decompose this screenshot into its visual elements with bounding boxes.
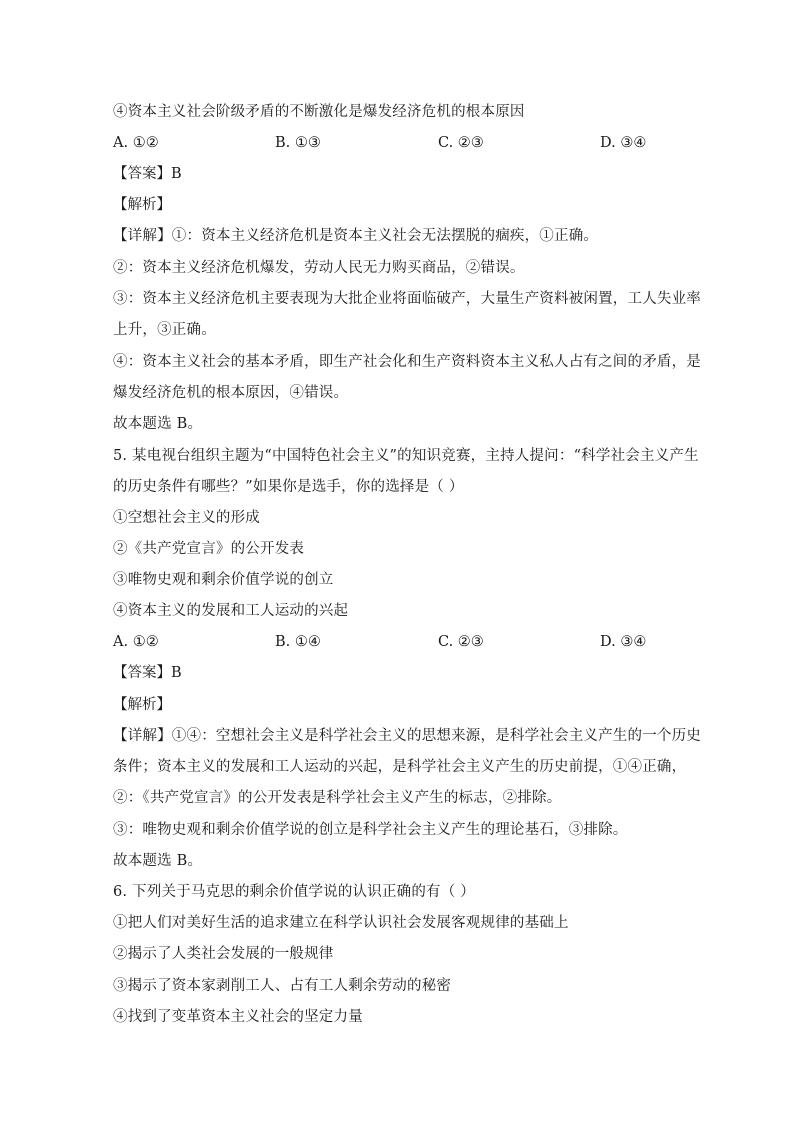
- q4-detail-line: ②：资本主义经济危机爆发，劳动人民无力购买商品，②错误。: [113, 260, 525, 276]
- q5-answer: 【答案】B: [113, 665, 182, 681]
- q4-item-4: ④资本主义社会阶级矛盾的不断激化是爆发经济危机的根本原因: [113, 104, 525, 120]
- q6-item: ①把人们对美好生活的追求建立在科学认识社会发展客观规律的基础上: [113, 915, 569, 931]
- q5-item: ①空想社会主义的形成: [113, 510, 260, 526]
- q4-detail-line: ④：资本主义社会的基本矛盾，即生产社会化和生产资料资本主义私人占有之间的矛盾，是: [113, 354, 701, 370]
- q5-analysis-heading: 【解析】: [113, 697, 171, 713]
- q5-option-c: C. ②③: [438, 634, 484, 650]
- q4-analysis-heading: 【解析】: [113, 197, 171, 213]
- q4-option-a: A. ①②: [113, 135, 159, 151]
- q4-option-d: D. ③④: [600, 135, 647, 151]
- q6-stem: 6. 下列关于马克思的剩余价值学说的认识正确的有（ ）: [113, 884, 475, 900]
- q4-conclusion: 故本题选 B。: [113, 416, 203, 432]
- q5-item: ④资本主义的发展和工人运动的兴起: [113, 603, 349, 619]
- q4-answer: 【答案】B: [113, 166, 182, 182]
- q5-detail-line: 条件；资本主义的发展和工人运动的兴起，是科学社会主义产生的历史前提，①④正确，: [113, 759, 687, 775]
- q5-option-d: D. ③④: [600, 634, 647, 650]
- q5-item: ②《共产党宣言》的公开发表: [113, 541, 305, 557]
- q4-detail-line: ③：资本主义经济危机主要表现为大批企业将面临破产，大量生产资料被闲置，工人失业率: [113, 291, 701, 307]
- q5-option-b: B. ①④: [275, 634, 321, 650]
- q4-detail-line: 【详解】①：资本主义经济危机是资本主义社会无法摆脱的痼疾，①正确。: [113, 228, 599, 244]
- q6-item: ④找到了变革资本主义社会的坚定力量: [113, 1009, 363, 1025]
- q5-detail-line: ②：《共产党宣言》的公开发表是科学社会主义产生的标志，②排除。: [113, 790, 562, 806]
- q5-detail-line: 【详解】①④：空想社会主义是科学社会主义的思想来源，是科学社会主义产生的一个历史: [113, 728, 701, 744]
- q6-item: ②揭示了人类社会发展的一般规律: [113, 946, 334, 962]
- q5-stem-line: 5. 某电视台组织主题为“中国特色社会主义”的知识竞赛，主持人提问：“科学社会主义产生: [113, 448, 699, 464]
- q6-item: ③揭示了资本家剥削工人、占有工人剩余劳动的秘密: [113, 978, 452, 994]
- q4-detail-line: 上升，③正确。: [113, 322, 216, 338]
- q4-option-b: B. ①③: [275, 135, 321, 151]
- q5-conclusion: 故本题选 B。: [113, 853, 203, 869]
- q5-item: ③唯物史观和剩余价值学说的创立: [113, 572, 334, 588]
- q4-detail-line: 爆发经济危机的根本原因，④错误。: [113, 385, 349, 401]
- q5-detail-line: ③：唯物史观和剩余价值学说的创立是科学社会主义产生的理论基石，③排除。: [113, 822, 628, 838]
- q5-option-a: A. ①②: [113, 634, 159, 650]
- q5-stem-line: 的历史条件有哪些？”如果你是选手，你的选择是（ ）: [113, 479, 464, 495]
- q4-option-c: C. ②③: [438, 135, 484, 151]
